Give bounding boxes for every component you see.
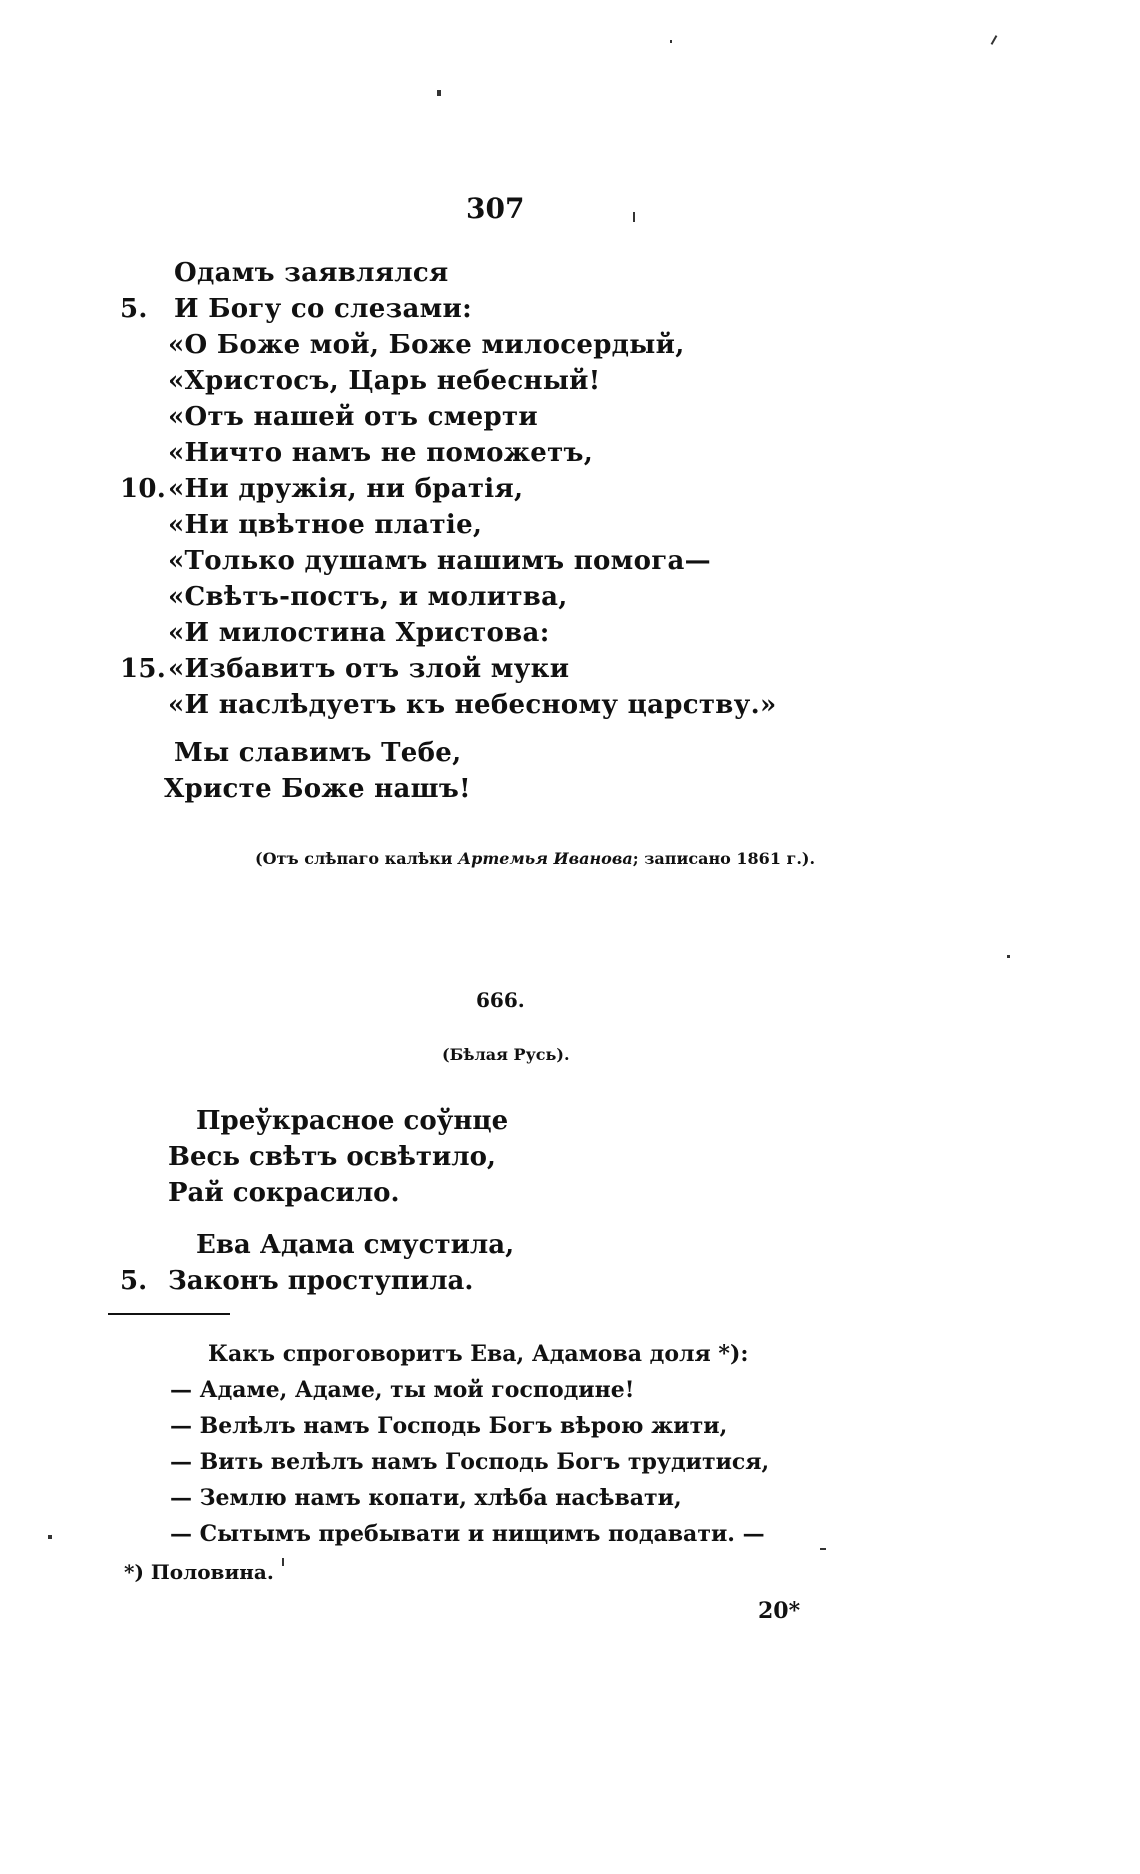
footnote-divider xyxy=(108,1313,230,1315)
line-text: «О Боже мой, Боже милосердый, xyxy=(168,330,685,360)
line-text: Преўкрасное соўнце xyxy=(196,1106,509,1136)
line-number: 5. xyxy=(120,294,148,324)
song-number: 666. xyxy=(476,988,525,1012)
scan-speck xyxy=(48,1535,52,1539)
scan-speck xyxy=(820,1548,826,1550)
line-text: «Ни цвѣтное платіе, xyxy=(168,510,483,540)
line-text: «Избавитъ отъ злой муки xyxy=(168,654,570,684)
line-text: Ева Адама смустила, xyxy=(196,1230,515,1260)
page-number: 307 xyxy=(466,192,525,225)
line-number: 5. xyxy=(120,1266,148,1296)
attribution-name: Артемья Иванова xyxy=(458,849,633,868)
attribution-prefix: (Отъ слѣпаго калѣки xyxy=(255,849,459,868)
line-text: «Христосъ, Царь небесный! xyxy=(168,366,601,396)
scan-speck xyxy=(633,212,635,222)
scan-speck xyxy=(282,1558,284,1566)
refrain-text: Христе Боже нашъ! xyxy=(164,774,471,804)
line-text: Законъ проступила. xyxy=(168,1266,474,1296)
variant-line: — Велѣлъ намъ Господь Богъ вѣрою жити, xyxy=(170,1413,728,1439)
line-text: «Ничто намъ не поможетъ, xyxy=(168,438,594,468)
line-text: И Богу со слезами: xyxy=(174,294,473,324)
line-text: «Только душамъ нашимъ помога— xyxy=(168,546,711,576)
line-text: «И милостина Христова: xyxy=(168,618,550,648)
variant-block xyxy=(168,1336,769,1552)
scan-speck xyxy=(437,90,441,96)
attribution-suffix: ; записано 1861 г.). xyxy=(632,849,816,868)
line-number: 10. xyxy=(120,474,167,504)
variant-line: — Вить велѣлъ намъ Господь Богъ трудитися, xyxy=(170,1449,770,1475)
line-text: Одамъ заявлялся xyxy=(174,258,449,288)
attribution xyxy=(255,849,815,868)
line-text: «Свѣтъ-постъ, и молитва, xyxy=(168,582,568,612)
variant-line: Какъ спроговоритъ Ева, Адамова доля *): xyxy=(208,1341,749,1367)
line-text: «Отъ нашей отъ смерти xyxy=(168,402,538,432)
refrain-text: Мы славимъ Тебе, xyxy=(174,738,462,768)
variant-line: — Адаме, Адаме, ты мой господине! xyxy=(170,1377,635,1403)
footnote: *) Половина. xyxy=(124,1560,274,1584)
region-label: (Бѣлая Русь). xyxy=(442,1045,570,1064)
line-number: 15. xyxy=(120,654,167,684)
variant-line: — Сытымъ пребывати и нищимъ подавати. — xyxy=(170,1521,765,1547)
variant-line: — Землю намъ копати, хлѣба насѣвати, xyxy=(170,1485,682,1511)
line-text: «Ни дружія, ни братія, xyxy=(168,474,524,504)
signature-mark: 20* xyxy=(758,1598,801,1624)
line-text: Рай сокрасило. xyxy=(168,1178,400,1208)
scan-speck xyxy=(991,35,998,45)
scan-speck xyxy=(1007,955,1010,958)
line-text: Весь свѣтъ освѣтило, xyxy=(168,1142,496,1172)
scan-speck xyxy=(670,40,672,43)
line-text: «И наслѣдуетъ къ небесному царству.» xyxy=(168,690,777,720)
